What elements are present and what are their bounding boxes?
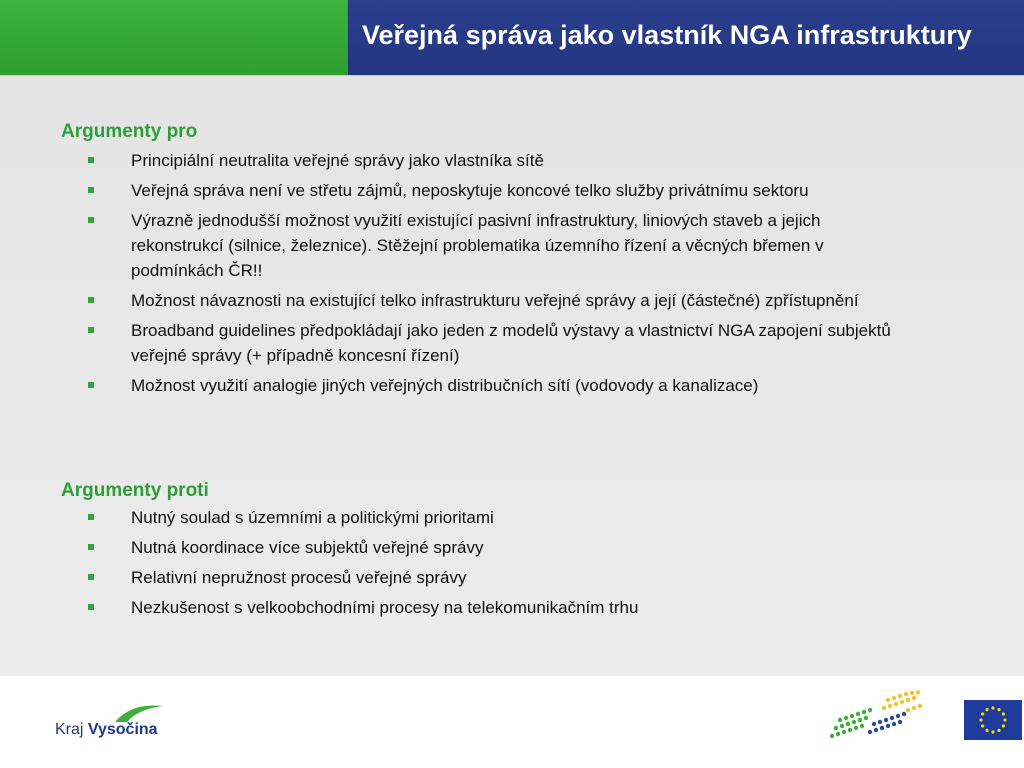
list-item: Výrazně jednodušší možnost využití existující pasivní infrastruktury, liniových staveb a jejich rekonstrukcí (silnice, železnice). Stěžejní problematika územního řízení a věcných břemen v podmínkách ČR!! — [88, 208, 898, 283]
bullet-square-icon — [88, 187, 94, 193]
list-item: Broadband guidelines předpokládají jako jeden z modelů výstavy a vlastnictví NGA zapojení subjektů veřejné správy (+ případně koncesní řízení) — [88, 318, 898, 368]
page-title: Veřejná správa jako vlastník NGA infrastruktury — [362, 20, 972, 50]
section-title-proti: Argumenty proti — [61, 480, 209, 501]
list-item: Možnost návaznosti na existující telko infrastrukturu veřejné správy a její (částečné) zpřístupnění — [88, 288, 898, 313]
bullet-list-pro — [88, 148, 898, 403]
bullet-square-icon — [88, 297, 94, 303]
eu-flag-icon — [964, 700, 1022, 740]
dotted-logo-icon — [826, 690, 924, 742]
section-title-pro: Argumenty pro — [61, 121, 198, 142]
header-green-band — [0, 0, 347, 75]
list-item: Nutná koordinace více subjektů veřejné správy — [88, 535, 898, 560]
list-item: Relativní nepružnost procesů veřejné správy — [88, 565, 898, 590]
bullet-square-icon — [88, 544, 94, 550]
bullet-square-icon — [88, 157, 94, 163]
bullet-square-icon — [88, 327, 94, 333]
bullet-square-icon — [88, 382, 94, 388]
bullet-list-proti — [88, 505, 898, 625]
bullet-square-icon — [88, 514, 94, 520]
list-item: Principiální neutralita veřejné správy jako vlastníka sítě — [88, 148, 898, 173]
header-blue-band — [347, 0, 1024, 75]
bullet-square-icon — [88, 574, 94, 580]
list-item: Veřejná správa není ve střetu zájmů, neposkytuje koncové telko služby privátnímu sektoru — [88, 178, 898, 203]
logo-kraj-text: Kraj Vysočina — [55, 721, 158, 738]
list-item: Nutný soulad s územními a politickými prioritami — [88, 505, 898, 530]
list-item: Možnost využití analogie jiných veřejných distribučních sítí (vodovody a kanalizace) — [88, 373, 898, 398]
bullet-square-icon — [88, 604, 94, 610]
bullet-square-icon — [88, 217, 94, 223]
list-item: Nezkušenost s velkoobchodními procesy na telekomunikačním trhu — [88, 595, 898, 620]
logo-kraj-vysocina — [55, 700, 165, 745]
